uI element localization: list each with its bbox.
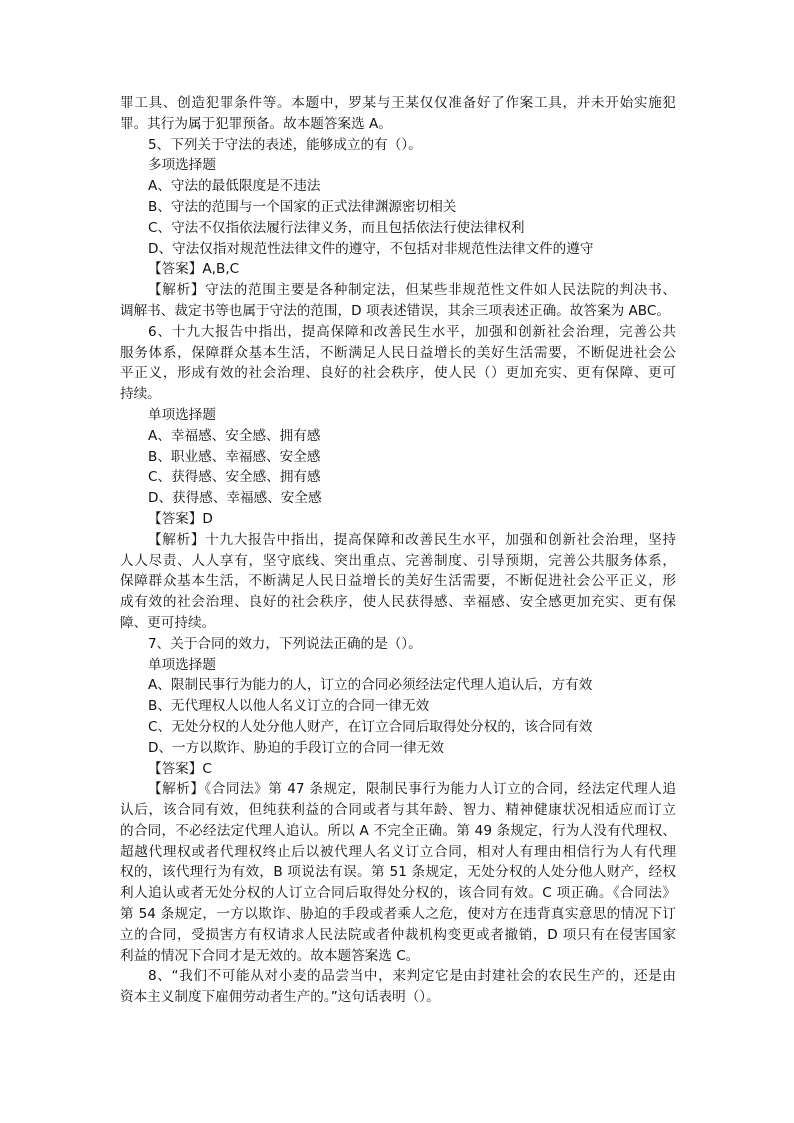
text-line: A、守法的最低限度是不违法 xyxy=(148,178,321,195)
text-line: 8、“我们不可能从对小麦的品尝当中，来判定它是由封建社会的农民生产的，还是由 xyxy=(148,968,676,985)
text-line: 障、更可持续。 xyxy=(120,614,216,631)
text-line: D、守法仅指对规范性法律文件的遵守，不包括对非规范性法律文件的遵守 xyxy=(148,240,594,257)
text-line: 多项选择题 xyxy=(148,157,216,174)
text-line: B、守法的范围与一个国家的正式法律渊源密切相关 xyxy=(148,198,457,215)
text-line: C、无处分权的人处分他人财产，在订立合同后取得处分权的，该合同有效 xyxy=(148,718,593,735)
text-line: 7、关于合同的效力，下列说法正确的是（）。 xyxy=(148,635,422,652)
text-line: B、职业感、幸福感、安全感 xyxy=(148,448,321,465)
text-line: A、限制民事行为能力的人，订立的合同必须经法定代理人追认后，方有效 xyxy=(148,677,593,694)
text-line: D、获得感、幸福感、安全感 xyxy=(148,490,322,507)
text-line: C、守法不仅指依法履行法律义务，而且包括依法行使法律权利 xyxy=(148,219,525,236)
text-line: 超越代理权或者代理权终止后以被代理人名义订立合同，相对人有理由相信行为人有代理 xyxy=(120,843,676,860)
text-line: 第 54 条规定，一方以欺诈、胁迫的手段或者乘人之危，使对方在违背真实意思的情况下订 xyxy=(120,906,676,923)
text-line: 单项选择题 xyxy=(148,656,216,673)
text-line: 服务体系，保障群众基本生活，不断满足人民日益增长的美好生活需要，不断促进社会公 xyxy=(120,344,676,361)
text-line: C、获得感、安全感、拥有感 xyxy=(148,469,321,486)
text-line: 【答案】A,B,C xyxy=(148,261,240,278)
text-line: 权的，该代理行为有效，B 项说法有误。第 51 条规定，无处分权的人处分他人财产，经权 xyxy=(120,864,676,881)
document-page xyxy=(120,93,676,1008)
text-line: 【答案】C xyxy=(148,760,212,777)
text-line: 的合同，不必经法定代理人追认。所以 A 不完全正确。第 49 条规定，行为人没有代理权、 xyxy=(120,822,676,839)
text-line: 【解析】守法的范围主要是各种制定法，但某些非规范性文件如人民法院的判决书、 xyxy=(148,282,676,299)
text-line: B、无代理权人以他人名义订立的合同一律无效 xyxy=(148,698,430,715)
text-line: 人人尽责、人人享有，坚守底线、突出重点、完善制度、引导预期，完善公共服务体系， xyxy=(120,552,676,569)
text-line: 保障群众基本生活，不断满足人民日益增长的美好生活需要，不断促进社会公平正义，形 xyxy=(120,573,676,590)
text-line: 资本主义制度下雇佣劳动者生产的。”这句话表明（）。 xyxy=(120,989,440,1006)
text-line: 平正义，形成有效的社会治理、良好的社会秩序，使人民（）更加充实、更有保障、更可 xyxy=(120,365,676,382)
text-line: 利人追认或者无处分权的人订立合同后取得处分权的，该合同有效。C 项正确。《合同法》 xyxy=(120,885,676,902)
text-line: 认后，该合同有效，但纯获利益的合同或者与其年龄、智力、精神健康状况相适应而订立 xyxy=(120,802,676,819)
text-line: 罪工具、创造犯罪条件等。本题中，罗某与王某仅仅准备好了作案工具，并未开始实施犯 xyxy=(120,95,676,111)
text-line: 调解书、裁定书等也属于守法的范围，D 项表述错误，其余三项表述正确。故答案为 ABC。 xyxy=(120,302,670,319)
text-line: A、幸福感、安全感、拥有感 xyxy=(148,427,321,444)
text-line: 单项选择题 xyxy=(148,406,216,423)
text-line: 持续。 xyxy=(120,386,161,403)
text-line: 【解析】十九大报告中指出，提高保障和改善民生水平，加强和创新社会治理，坚持 xyxy=(148,531,676,548)
text-line: 立的合同，受损害方有权请求人民法院或者仲裁机构变更或者撤销，D 项只有在侵害国家 xyxy=(120,926,676,943)
text-line: 成有效的社会治理、良好的社会秩序，使人民获得感、幸福感、安全感更加充实、更有保 xyxy=(120,594,676,611)
text-line: 【解析】《合同法》第 47 条规定，限制民事行为能力人订立的合同，经法定代理人追 xyxy=(148,781,676,798)
text-line: D、一方以欺诈、胁迫的手段订立的合同一律无效 xyxy=(148,739,444,756)
text-line: 利益的情况下合同才是无效的。故本题答案选 C。 xyxy=(120,947,420,964)
text-line: 【答案】D xyxy=(148,510,213,527)
text-line: 6、十九大报告中指出，提高保障和改善民生水平，加强和创新社会治理，完善公共 xyxy=(148,323,676,340)
text-line: 5、下列关于守法的表述，能够成立的有（）。 xyxy=(148,136,422,153)
text-line: 罪。其行为属于犯罪预备。故本题答案选 A。 xyxy=(120,115,392,132)
